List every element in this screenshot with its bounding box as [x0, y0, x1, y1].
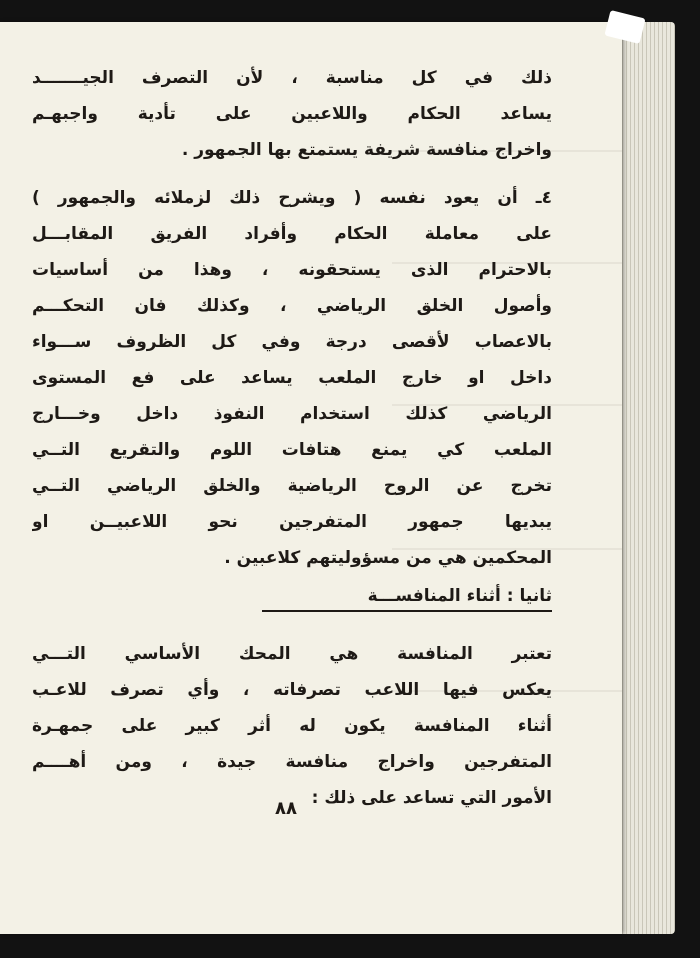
text-line: يبديها جمهور المتفرجين نحو اللاعبيــن او: [32, 512, 552, 532]
text-line: أثناء المنافسة يكون له أثر كبير على جمهـرة: [32, 716, 552, 736]
paragraph-point-4: [32, 180, 552, 576]
text-line: ذلك في كل مناسبة ، لأن التصرف الجيـــــــد: [32, 68, 552, 88]
paragraph-competition: [32, 636, 552, 816]
text-line: بالاحترام الذى يستحقونه ، وهذا من أساسيات: [32, 260, 552, 280]
text-line: يعكس فيها اللاعب تصرفاته ، وأي تصرف للاعـب: [32, 680, 552, 700]
text-line: على معاملة الحكام وأفراد الفريق المقابـــل: [32, 224, 552, 244]
text-line: يساعد الحكام واللاعبين على تأدية واجبهـم: [32, 104, 552, 124]
text-line: تخرج عن الروح الرياضية والخلق الرياضي التــي: [32, 476, 552, 496]
text-line: تعتبر المنافسة هي المحك الأساسي التـــي: [32, 644, 552, 664]
text-line: بالاعصاب لأقصى درجة وفي كل الظروف ســـواء: [32, 332, 552, 352]
text-line: المحكمين هي من مسؤوليتهم كلاعبين .: [224, 548, 552, 568]
section-heading: ثانيا : أثناء المنافســـة: [262, 582, 552, 612]
text-line: واخراج منافسة شريفة يستمتع بها الجمهور .: [181, 140, 552, 160]
text-line: داخل او خارج الملعب يساعد على فع المستوى: [32, 368, 552, 388]
section-heading-row: [32, 576, 552, 616]
text-line: الرياضي كذلك استخدام النفوذ داخل وخـــارج: [32, 404, 552, 424]
text-line: المتفرجين واخراج منافسة جيدة ، ومن أهــــم: [32, 752, 552, 772]
text-line: الأمور التي تساعد على ذلك :: [311, 788, 552, 808]
page-text: [32, 60, 552, 816]
paragraph-continuation: [32, 60, 552, 168]
text-line: ٤ـ أن يعود نفسه ( ويشرح ذلك لزملائه والجمهور ): [32, 188, 552, 208]
text-line: الملعب كي يمنع هتافات اللوم والتقريع التــي: [32, 440, 552, 460]
page-number: ٨٨: [275, 798, 297, 819]
text-line: وأصول الخلق الرياضي ، وكذلك فان التحكـــم: [32, 296, 552, 316]
